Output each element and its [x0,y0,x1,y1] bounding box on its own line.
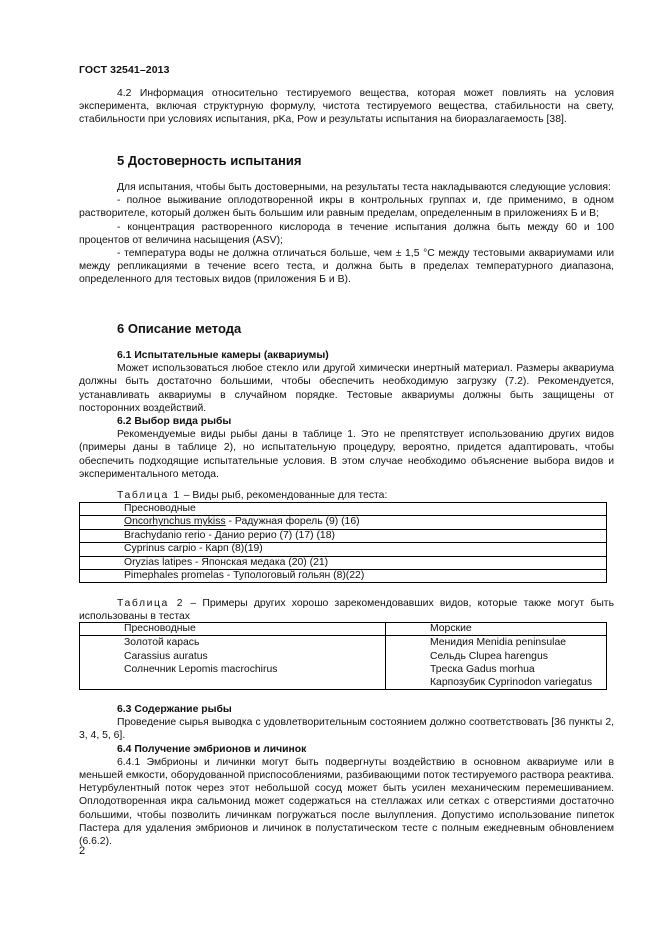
section-4-2 [79,87,614,127]
list-item: Менидия Menidia peninsulae [430,637,567,649]
section-6-4-1-text: 6.4.1 Эмбрионы и личинки могут быть подвергнуты воздействию в основном аквариуме или в меньшей емкости, оборудованной приспособлениями, разбивающими поток тестируемого раствора реактива. Нетурбулентный поток через этот небольшой сосуд может быть усилен механическим перемешиванием. Оплодотворенная икра сальмонид может содержаться на стеллажах или сетках с отверстиями достаточно большими, чтобы позволить личинкам погружаться после вылупления. Допустимо использование пипеток Пастера для удаления эмбрионов и личинок в полустатическом тесте с полным ежедневным обновлением (6.6.2). [79,756,614,848]
table-2-caption-label: Таблица 2 [117,598,185,609]
list-item: Золотой карась [124,637,200,649]
section-5-title: 5 Достоверность испытания [117,153,302,168]
section-6-2-title: 6.2 Выбор вида рыбы [117,416,232,428]
section-6-3-title: 6.3 Содержание рыбы [117,704,232,715]
species-latin: Brachydanio rerio [124,529,206,541]
species-common: - Тупологовый гольян (8)(22) [223,569,365,581]
table-1 [79,502,607,583]
section-6-1-text: Может использоваться любое стекло или другой химически инертный материал. Размеры аквариума должны быть достаточно большими, чтобы обеспечить необходимую загрузку (7.2). Рекомендуется, устанавливать аквариумы в случайном порядке. Тестовые аквариумы должны быть защищены от посторонних воздействий. [79,363,614,414]
list-item: Солнечник Lepomis macrochirus [124,663,278,675]
species-common: - Данио рерио (7) (17) (18) [205,529,335,541]
table-1-header: Пресноводные [80,503,607,516]
table-2-col1-header: Пресноводные [80,623,386,636]
section-6-3-4-body [79,703,614,848]
section-6-4-title: 6.4 Получение эмбрионов и личинок [117,743,307,755]
section-5-body [79,181,614,287]
table-1-caption [117,490,387,501]
table-1-caption-label: Таблица 1 [117,490,181,501]
table-2-col2-header: Морские [386,623,607,636]
section-6-1-title: 6.1 Испытательные камеры (аквариумы) [117,350,329,361]
page-number: 2 [79,845,86,857]
table-row [80,529,607,542]
list-item: Сельдь Clupea harengus [430,650,548,662]
species-common: - Радужная форель (9) (16) [225,516,360,528]
species-latin: Cyprinus carpio [124,543,197,555]
species-latin: Pimephales promelas [124,569,224,581]
species-common: - Карп (8)(19) [196,543,263,555]
table-row [80,569,607,582]
table-row [80,636,607,690]
section-6-3-text: Проведение сырья выводка с удовлетворительным состоянием должно соответствовать [36 пункты 2, 3, 4, 5, 6]. [79,717,614,742]
list-item: Карпозубик Cyprinodon variegatus [430,677,593,688]
table-2-caption-text: – Примеры других хорошо зарекомендовавших видов, которые также могут быть использованы в тестах [79,598,614,623]
list-item: Carassius auratus [124,650,208,662]
table-row [80,623,607,636]
section-5-item: - концентрация растворенного кислорода в течение испытания должна быть между 60 и 100 процентов от величина насыщения (ASV); [79,221,614,246]
standard-header: ГОСТ 32541–2013 [79,64,170,76]
section-5-item: - полное выживание оплодотворенной икры в контрольных группах и, где применимо, в одном растворителе, который должен быть большим или равным пределам, определенным в приложениях Б и В; [79,195,614,220]
species-common: - Японская медака (20) (21) [192,556,329,568]
list-item: Треска Gadus morhua [430,663,535,675]
table-row [80,503,607,516]
species-latin: Oncorhynchus mykiss [124,516,226,528]
species-latin: Oryzias latipes [124,556,193,568]
section-6-1-2-body [79,349,614,481]
table-2-caption [79,597,614,623]
section-6-title: 6 Описание метода [117,321,242,336]
section-5-item: - температура воды не должна отличаться больше, чем ± 1,5 °С между тестовыми аквариумами или между репликациями в течение всего теста, и должна быть в пределах температурного диапазона, определенного для тестовых видов (приложения Б и В). [79,248,614,286]
table-row [80,556,607,569]
section-6-2-text: Рекомендуемые виды рыбы даны в таблице 1. Это не препятствует использованию других видов (примеры даны в таблице 2), но испытательную процедуру, вероятно, придется адаптировать, чтобы обеспечить подходящие испытательные условия. В этом случае необходимо объяснение выбора видов и экспериментального метода. [79,429,614,480]
table-2 [79,622,607,690]
section-5-intro: Для испытания, чтобы быть достоверными, на результаты теста накладываются следующие условия: [117,182,611,193]
table-row [80,543,607,556]
table-1-caption-text: – Виды рыб, рекомендованные для теста: [180,490,388,501]
para-4-2: 4.2 Информация относительно тестируемого вещества, которая может повлиять на условия эксперимента, включая структурную формулу, чистота тестируемого вещества, стабильности на свету, стабильности при условиях испытания, pKa, Pow и результаты испытания на биоразлагаемость [38]. [79,88,614,126]
table-row [80,516,607,529]
